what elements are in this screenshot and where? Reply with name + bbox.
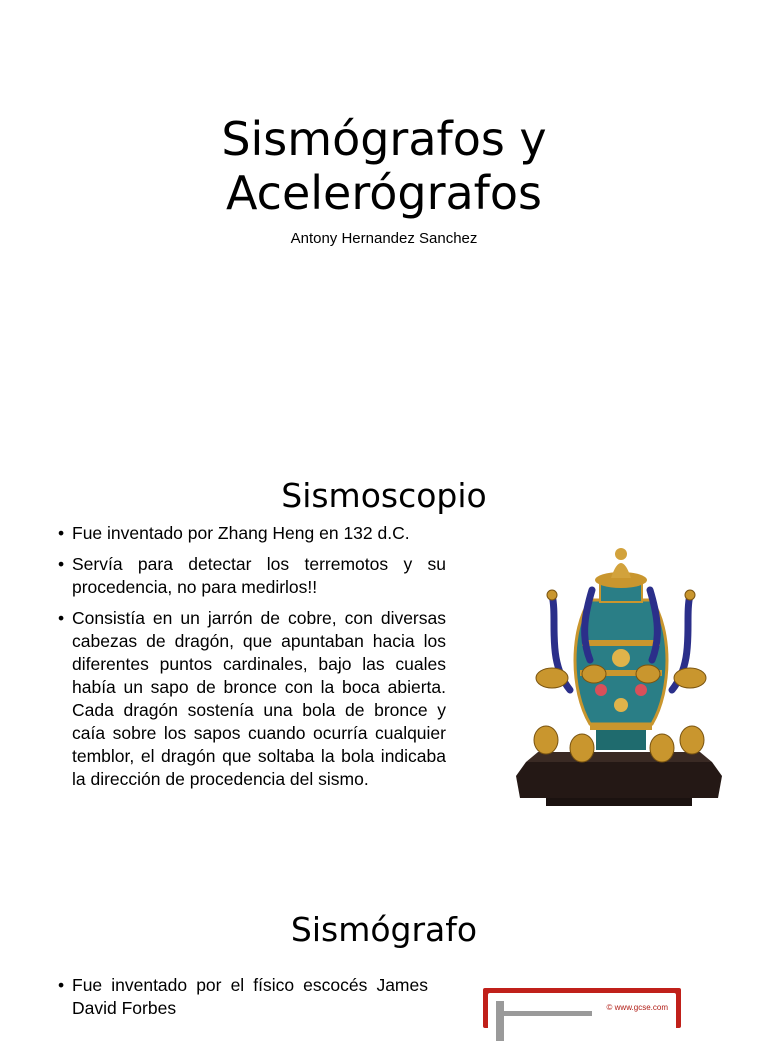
presentation-title: [0, 112, 768, 220]
title-line-2: Acelerógrafos: [226, 166, 542, 220]
bullet-text: Fue inventado por Zhang Heng en 132 d.C.: [72, 523, 410, 543]
bullet-list: [58, 522, 446, 799]
bullet-item: [58, 607, 446, 791]
slide-title: Sismógrafo: [290, 910, 478, 949]
sismografo-slide: [0, 888, 768, 1024]
bullet-text: Servía para detectar los terremotos y su procedencia, no para medirlos!!: [72, 554, 446, 597]
slide-title: Sismoscopio: [281, 476, 487, 515]
image-credit: © www.gcse.com: [606, 1003, 668, 1012]
diagram-post: [496, 1001, 504, 1041]
bullet-text: Consistía en un jarrón de cobre, con diversas cabezas de dragón, que apuntaban hacia los diferentes puntos cardinales, bajo las cuales había un sapo de bronce con la boca abierta. Cada dragón sostenía una bola de bronce y caía sobre los sapos cuando ocurría cualquier temblor, el dragón que soltaba la bola indicaba la dirección de procedencia del sismo.: [72, 608, 446, 789]
seismoscope-vase-image: [486, 540, 752, 820]
bullet-marker: •: [58, 554, 65, 574]
seismograph-diagram-image: [483, 988, 681, 1028]
bullet-text: Fue inventado por el físico escocés James David Forbes: [72, 975, 428, 1018]
bullet-list: [58, 974, 428, 1020]
diagram-beam: [502, 1011, 592, 1016]
bullet-marker: •: [58, 523, 65, 543]
bullet-marker: •: [58, 975, 65, 995]
diagram-panel: [488, 993, 676, 1028]
title-slide: [0, 0, 768, 440]
author-name: Antony Hernandez Sanchez: [290, 230, 478, 247]
bullet-item: [58, 522, 446, 545]
sismoscopio-slide: [0, 440, 768, 888]
title-line-1: Sismógrafos y: [221, 112, 547, 166]
bullet-marker: •: [58, 608, 65, 628]
bullet-item: [58, 974, 428, 1020]
bullet-item: [58, 553, 446, 599]
